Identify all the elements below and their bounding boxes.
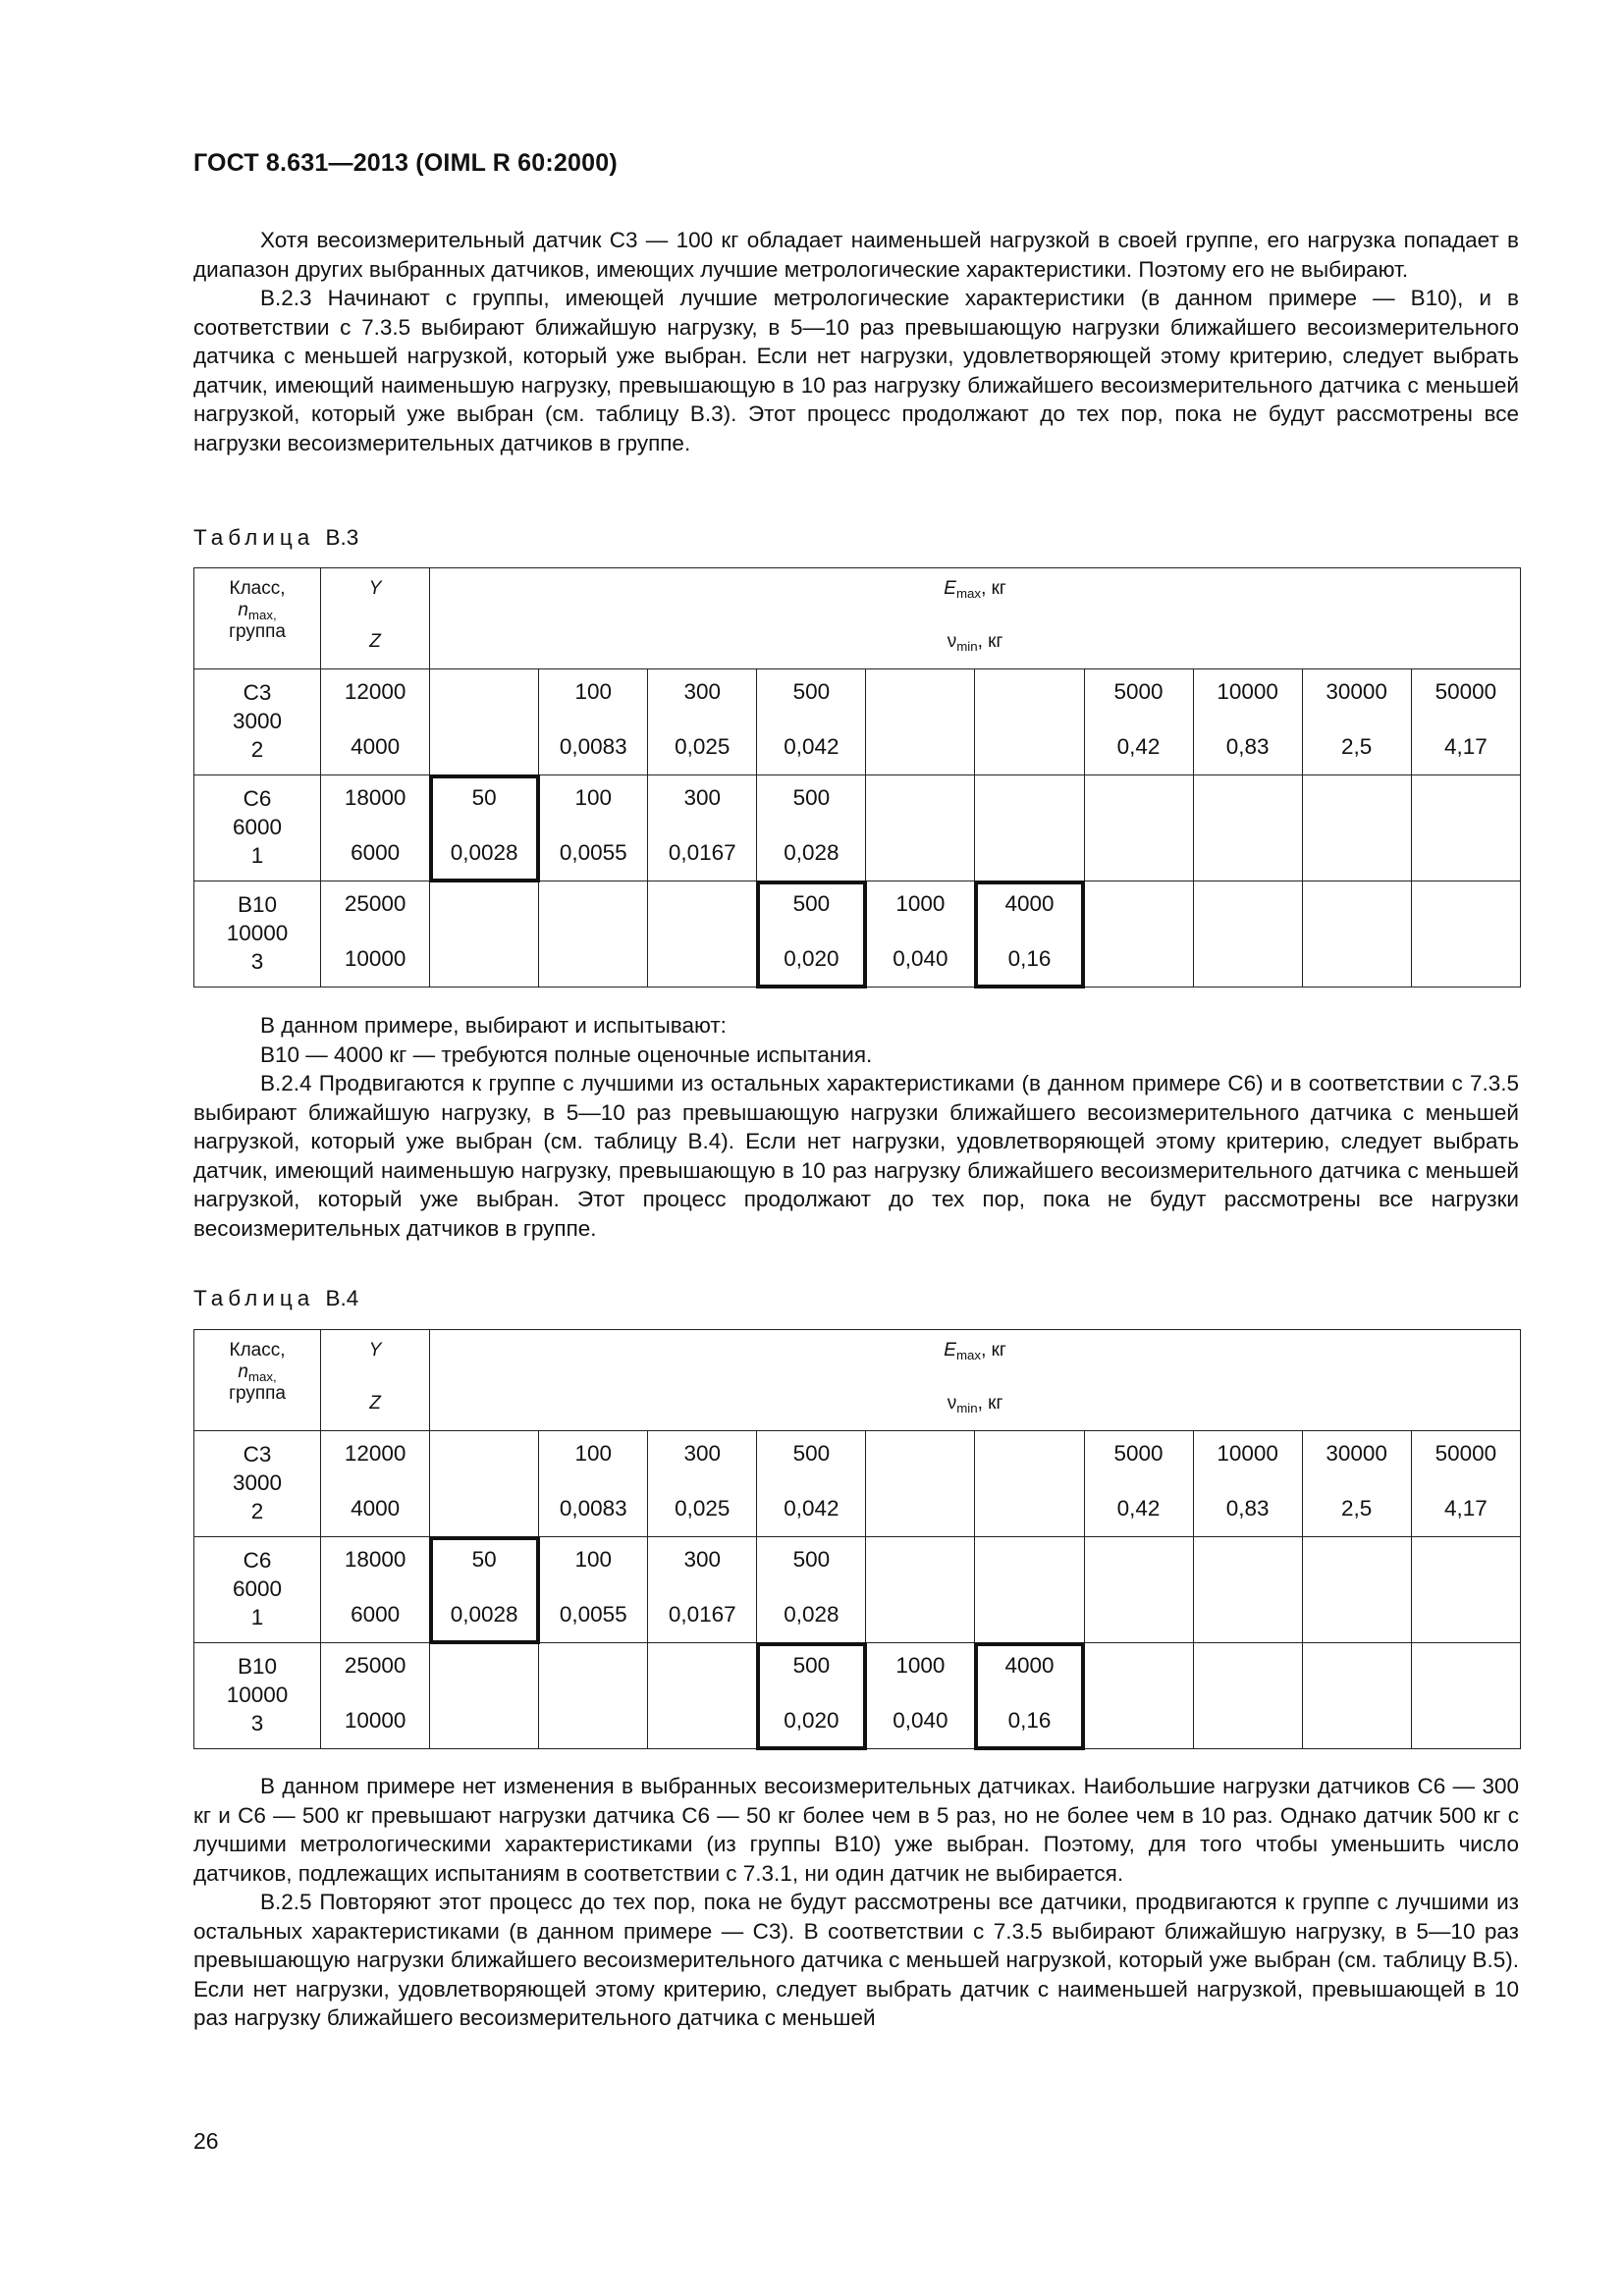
z-value: 4000	[351, 734, 401, 759]
vmin-value: 0,042	[784, 734, 839, 759]
load-cell	[539, 1431, 648, 1537]
load-cell	[1193, 1643, 1302, 1749]
table-caption-b4	[193, 1286, 358, 1311]
table-header-row	[194, 1330, 1521, 1431]
class-nmax: 3000	[233, 1470, 283, 1495]
class-grp: 1	[250, 1605, 264, 1629]
class-cls: В10	[238, 1654, 278, 1679]
emax-value: 500	[792, 1653, 831, 1678]
load-cell	[1084, 881, 1193, 988]
emax-value: 100	[574, 679, 612, 704]
load-cell	[757, 1431, 866, 1537]
header-z: Z	[369, 631, 381, 652]
load-cell	[1302, 1431, 1411, 1537]
class-nmax: 10000	[226, 921, 289, 945]
emax-value: 30000	[1326, 679, 1387, 704]
z-value: 10000	[344, 1708, 406, 1733]
load-cell	[975, 775, 1084, 881]
header-y: Y	[368, 1340, 382, 1361]
paragraph: В10 — 4000 кг — требуются полные оценочные испытания.	[260, 1041, 873, 1067]
class-grp: 2	[250, 1499, 264, 1523]
class-nmax: 6000	[233, 1576, 283, 1601]
table-caption-number: В.3	[325, 525, 359, 550]
class-nmax: 6000	[233, 815, 283, 839]
emax-value: 50	[471, 785, 497, 810]
emax-value: 500	[792, 891, 831, 916]
vmin-value: 0,0083	[559, 734, 627, 759]
table-caption-label: Таблица	[193, 525, 315, 550]
emax-value: 50000	[1435, 679, 1497, 704]
vmin-value: 0,0167	[668, 1602, 736, 1627]
class-cls: В10	[238, 892, 278, 917]
paragraph-b24: B.2.4 Продвигаются к группе с лучшими из остальных характеристиками (в данном примере С6) и в соответствии с 7.3.5 выбирают ближайшую нагрузку, в 5—10 раз превышающую нагрузки ближайшего весоизмерительного датчика с меньшей нагрузкой, который уже выбран (см. таблицу В.4). Если нет нагрузки, удовлетворяющей этому критерию, следует выбрать датчик, имеющий наименьшую нагрузку, превышающую в 10 раз нагрузку ближайшего весоизмерительного датчика с меньшей нагрузкой, который уже выбран. Этот процесс продолжают до тех пор, пока не будут рассмотрены все нагрузки весоизмерительных датчиков в группе.	[193, 1071, 1519, 1241]
emax-value: 50	[471, 1547, 497, 1572]
load-cell	[1084, 775, 1193, 881]
paragraph: В данном примере нет изменения в выбранных весоизмерительных датчиках. Наибольшие нагрузки датчиков С6 — 300 кг и С6 — 500 кг превышают нагрузки датчика С6 — 50 кг более чем в 5 раз, но не более чем в 10 раз. Однако датчик 500 кг с лучшими метрологическими характеристиками (из группы В10) уже выбран. Поэтому, для того чтобы уменьшить число датчиков, подлежащих испытаниям в соответствии с 7.3.1, ни один датчик не выбирается.	[193, 1774, 1519, 1886]
y-value: 25000	[344, 891, 406, 916]
vmin-value: 0,040	[893, 1708, 948, 1733]
header-klass: Класс,	[229, 578, 286, 599]
header-gruppa: группа	[229, 1383, 286, 1404]
load-cell	[648, 881, 757, 988]
y-value: 25000	[344, 1653, 406, 1678]
load-cell	[1193, 1537, 1302, 1643]
table-b4	[193, 1329, 1521, 1749]
bottom-text	[193, 1772, 1519, 2033]
load-cell	[539, 775, 648, 881]
load-cell	[1084, 1643, 1193, 1749]
load-cell	[430, 1431, 539, 1537]
load-cell	[1302, 1643, 1411, 1749]
vmin-value: 0,0083	[559, 1496, 627, 1521]
load-cell	[648, 1643, 757, 1749]
emax-value: 4000	[1004, 891, 1055, 916]
load-cell	[757, 1537, 866, 1643]
load-cell	[1193, 669, 1302, 775]
table-row	[194, 775, 1521, 881]
vmin-value: 0,040	[893, 946, 948, 971]
emax-value: 100	[574, 1441, 612, 1466]
vmin-value: 2,5	[1341, 1496, 1373, 1521]
document-header: ГОСТ 8.631—2013 (OIML R 60:2000)	[193, 149, 618, 177]
emax-value: 5000	[1113, 679, 1164, 704]
vmin-value: 0,025	[675, 1496, 731, 1521]
yz-cell	[321, 669, 430, 775]
emax-value: 300	[683, 1441, 722, 1466]
vmin-value: 0,16	[1007, 946, 1052, 971]
z-value: 6000	[351, 840, 401, 865]
vmin-value: 0,0055	[559, 840, 627, 865]
header-emax: $E_{max}$, кг	[944, 1340, 1006, 1362]
class-cls: С3	[243, 1442, 272, 1467]
table-caption-b3	[193, 525, 358, 551]
load-cell	[1411, 1643, 1520, 1749]
load-cell	[866, 1643, 975, 1749]
class-cell	[194, 1537, 321, 1643]
z-value: 6000	[351, 1602, 401, 1627]
header-vmin: $\nu_{min}$, кг	[947, 1393, 1003, 1415]
load-cell	[757, 669, 866, 775]
load-cell	[866, 775, 975, 881]
load-cell	[1411, 1431, 1520, 1537]
emax-value: 50000	[1435, 1441, 1497, 1466]
load-cell	[1084, 1431, 1193, 1537]
emax-value: 500	[792, 679, 831, 704]
class-grp: 3	[250, 949, 264, 974]
load-cell	[757, 881, 866, 988]
load-cell	[1302, 881, 1411, 988]
emax-value: 30000	[1326, 1441, 1387, 1466]
emax-value: 500	[792, 1547, 831, 1572]
table-row	[194, 881, 1521, 988]
vmin-value: 0,020	[784, 1708, 839, 1733]
load-cell	[430, 881, 539, 988]
intro-text	[193, 226, 1519, 457]
vmin-value: 0,0028	[450, 1602, 518, 1627]
table-row	[194, 669, 1521, 775]
load-cell	[866, 1537, 975, 1643]
class-nmax: 10000	[226, 1682, 289, 1707]
yz-cell	[321, 881, 430, 988]
header-yz-cell	[321, 1330, 430, 1431]
emax-value: 4000	[1004, 1653, 1055, 1678]
paragraph: В данном примере, выбирают и испытывают:	[260, 1013, 727, 1038]
emax-value: 300	[683, 785, 722, 810]
load-cell	[757, 775, 866, 881]
emax-value: 300	[683, 1547, 722, 1572]
load-cell	[430, 775, 539, 881]
load-cell	[1411, 775, 1520, 881]
table-caption-number: В.4	[325, 1286, 359, 1310]
middle-text	[193, 1011, 1519, 1243]
header-emax: $E_{max}$, кг	[944, 578, 1006, 601]
emax-value: 500	[792, 1441, 831, 1466]
load-cell	[975, 1431, 1084, 1537]
header-nmax: $n_{max,}$	[238, 600, 277, 622]
load-cell	[648, 669, 757, 775]
y-value: 18000	[344, 785, 406, 810]
page-number: 26	[193, 2128, 219, 2154]
load-cell	[1411, 1537, 1520, 1643]
z-value: 4000	[351, 1496, 401, 1521]
paragraph: Хотя весоизмерительный датчик С3 — 100 кг обладает наименьшей нагрузкой в своей группе, его нагрузка попадает в диапазон других выбранных датчиков, имеющих лучшие метрологические характеристики. Поэтому его не выбирают.	[193, 228, 1519, 282]
z-value: 10000	[344, 946, 406, 971]
class-cell	[194, 1643, 321, 1749]
vmin-value: 0,028	[784, 840, 839, 865]
load-cell	[539, 1537, 648, 1643]
class-nmax: 3000	[233, 709, 283, 733]
load-cell	[975, 1537, 1084, 1643]
load-cell	[1193, 1431, 1302, 1537]
yz-cell	[321, 1537, 430, 1643]
load-cell	[866, 669, 975, 775]
load-cell	[1411, 881, 1520, 988]
paragraph-b23: B.2.3 Начинают с группы, имеющей лучшие метрологические характеристики (в данном примере — В10), и в соответствии с 7.3.5 выбирают ближайшую нагрузку, в 5—10 раз превышающую нагрузки ближайшего весоизмерительного датчика с меньшей нагрузкой, который уже выбран. Если нет нагрузки, удовлетворяющей этому критерию, следует выбрать датчик, имеющий наименьшую нагрузку, превышающую в 10 раз нагрузку ближайшего весоизмерительного датчика с меньшей нагрузкой, который уже выбран (см. таблицу В.3). Этот процесс продолжают до тех пор, пока не будут рассмотрены все нагрузки весоизмерительных датчиков в группе.	[193, 286, 1519, 455]
y-value: 12000	[344, 1441, 406, 1466]
class-cls: С6	[243, 1548, 272, 1573]
class-grp: 2	[250, 737, 264, 762]
load-cell	[757, 1643, 866, 1749]
load-cell	[1302, 669, 1411, 775]
emax-value: 500	[792, 785, 831, 810]
emax-value: 10000	[1217, 1441, 1278, 1466]
header-class-cell	[194, 1330, 321, 1431]
emax-value: 1000	[895, 891, 946, 916]
table-row	[194, 1431, 1521, 1537]
y-value: 18000	[344, 1547, 406, 1572]
header-gruppa: группа	[229, 621, 286, 642]
vmin-value: 4,17	[1443, 1496, 1488, 1521]
class-cell	[194, 775, 321, 881]
yz-cell	[321, 1643, 430, 1749]
load-cell	[1193, 881, 1302, 988]
vmin-value: 0,020	[784, 946, 839, 971]
emax-value: 100	[574, 1547, 612, 1572]
class-cls: С3	[243, 680, 272, 705]
table-header-row	[194, 568, 1521, 669]
header-class-cell	[194, 568, 321, 669]
vmin-value: 4,17	[1443, 734, 1488, 759]
emax-value: 100	[574, 785, 612, 810]
load-cell	[1302, 1537, 1411, 1643]
table-row	[194, 1537, 1521, 1643]
class-cell	[194, 881, 321, 988]
load-cell	[1411, 669, 1520, 775]
load-cell	[866, 881, 975, 988]
emax-value: 5000	[1113, 1441, 1164, 1466]
y-value: 12000	[344, 679, 406, 704]
header-klass: Класс,	[229, 1340, 286, 1361]
vmin-value: 0,42	[1116, 1496, 1161, 1521]
vmin-value: 0,0167	[668, 840, 736, 865]
load-cell	[975, 881, 1084, 988]
load-cell	[539, 669, 648, 775]
class-cls: С6	[243, 786, 272, 811]
vmin-value: 0,025	[675, 734, 731, 759]
emax-value: 1000	[895, 1653, 946, 1678]
table-caption-label: Таблица	[193, 1286, 315, 1310]
header-emax-cell	[430, 568, 1521, 669]
emax-value: 300	[683, 679, 722, 704]
load-cell	[430, 1643, 539, 1749]
header-yz-cell	[321, 568, 430, 669]
load-cell	[1084, 669, 1193, 775]
header-z: Z	[369, 1393, 381, 1414]
load-cell	[975, 669, 1084, 775]
class-cell	[194, 1431, 321, 1537]
load-cell	[539, 881, 648, 988]
vmin-value: 2,5	[1341, 734, 1373, 759]
load-cell	[648, 775, 757, 881]
load-cell	[648, 1431, 757, 1537]
load-cell	[648, 1537, 757, 1643]
header-nmax: $n_{max,}$	[238, 1362, 277, 1384]
load-cell	[430, 669, 539, 775]
load-cell	[1084, 1537, 1193, 1643]
vmin-value: 0,83	[1225, 1496, 1270, 1521]
header-vmin: $\nu_{min}$, кг	[947, 631, 1003, 654]
vmin-value: 0,0028	[450, 840, 518, 865]
paragraph-b25: B.2.5 Повторяют этот процесс до тех пор, пока не будут рассмотрены все датчики, продвигаются к группе с лучшими из остальных характеристиками (в данном примере — С3). В соответствии с 7.3.5 выбирают ближайшую нагрузку, в 5—10 раз превышающую нагрузки ближайшего весоизмерительного датчика с меньшей нагрузкой, который уже выбран (см. таблицу В.5). Если нет нагрузки, удовлетворяющей этому критерию, следует выбрать датчик с наименьшей нагрузкой, превышающей в 10 раз нагрузку ближайшего весоизмерительного датчика с меньшей	[193, 1890, 1519, 2030]
vmin-value: 0,0055	[559, 1602, 627, 1627]
emax-value: 10000	[1217, 679, 1278, 704]
load-cell	[866, 1431, 975, 1537]
load-cell	[975, 1643, 1084, 1749]
load-cell	[1193, 775, 1302, 881]
vmin-value: 0,042	[784, 1496, 839, 1521]
yz-cell	[321, 775, 430, 881]
table-b3	[193, 567, 1521, 988]
header-y: Y	[368, 578, 382, 599]
load-cell	[430, 1537, 539, 1643]
vmin-value: 0,16	[1007, 1708, 1052, 1733]
load-cell	[539, 1643, 648, 1749]
class-cell	[194, 669, 321, 775]
vmin-value: 0,42	[1116, 734, 1161, 759]
table-row	[194, 1643, 1521, 1749]
yz-cell	[321, 1431, 430, 1537]
vmin-value: 0,83	[1225, 734, 1270, 759]
vmin-value: 0,028	[784, 1602, 839, 1627]
header-emax-cell	[430, 1330, 1521, 1431]
load-cell	[1302, 775, 1411, 881]
class-grp: 3	[250, 1711, 264, 1735]
class-grp: 1	[250, 843, 264, 868]
